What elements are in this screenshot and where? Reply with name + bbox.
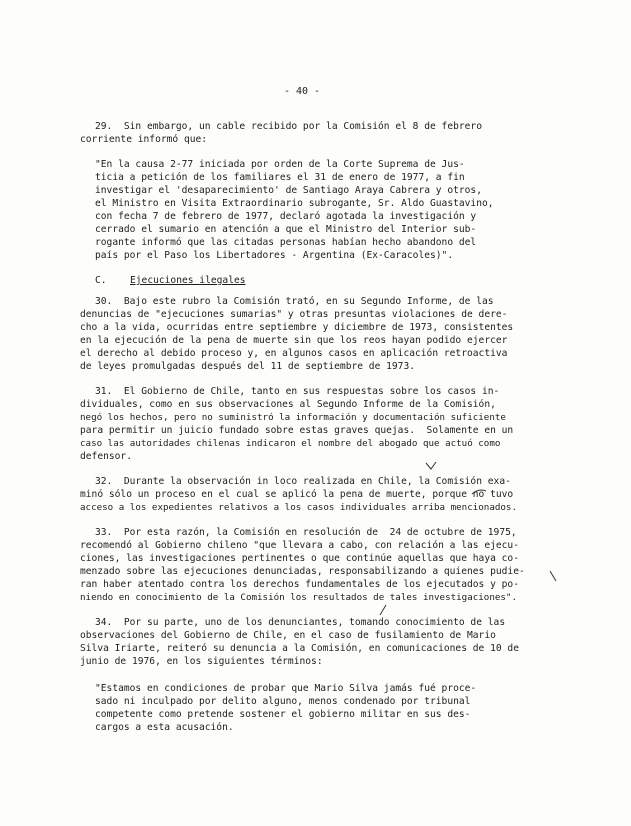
paragraph-line: dividuales, como en sus observaciones al Segundo Informe de la Comisión, — [80, 399, 496, 410]
paragraph-line: 32. Durante la observación in loco realizada en Chile, la Comisión exa- — [95, 476, 511, 487]
quote-line: ticia a petición de los familiares el 31 de enero de 1977, a fin — [95, 172, 465, 183]
paragraph-line: denuncias de "ejecuciones sumarias" y otras presuntas violaciones de dere- — [80, 309, 508, 320]
quote-line: investigar el 'desaparecimiento' de Santiago Araya Cabrera y otros, — [95, 185, 482, 196]
paragraph-line: junio de 1976, en los siguientes términos: — [80, 656, 323, 667]
quote-line: cerrado el sumario en atención a que el Ministro del Interior sub- — [95, 224, 477, 235]
paragraph-line: Silva Iriarte, reiteró su denuncia a la Comisión, en comunicaciones de 10 de — [80, 643, 519, 654]
quote-line: rogante informó que las citadas personas habían hecho abandono del — [95, 237, 477, 248]
section-title: Ejecuciones ilegales — [130, 275, 246, 286]
quote-line: sado ni inculpado por delito alguno, menos condenado por tribunal — [95, 696, 471, 707]
paragraph-line: menzado sobre las ejecuciones denunciadas, responsabilizando a quienes pudie- — [80, 566, 525, 577]
paragraph-line: 34. Por su parte, uno de los denunciantes, tomando conocimiento de las — [95, 617, 506, 628]
paragraph-line: niendo en conocimiento de la Comisión los resultados de tales investigaciones". — [80, 592, 517, 603]
quote-line: con fecha 7 de febrero de 1977, declaró agotada la investigación y — [95, 211, 477, 222]
paragraph-line: corriente informó que: — [80, 134, 208, 145]
paragraph-line: acceso a los expedientes relativos a los casos individuales arriba mencionados. — [80, 502, 517, 513]
quote-line: "Estamos en condiciones de probar que Mario Silva jamás fué proce- — [95, 683, 477, 694]
page-number: - 40 - — [283, 86, 321, 97]
paragraph-line: observaciones del Gobierno de Chile, en el caso de fusilamiento de Mario — [80, 630, 496, 641]
paragraph-line: minó sólo un proceso en el cual se aplicó la pena de muerte, porque no tuvo — [80, 489, 514, 500]
paragraph-line: cho a la vida, ocurridas entre septiembre y diciembre de 1973, consistentes — [80, 322, 514, 333]
paragraph-line: ciones, las investigaciones pertinentes o que continúe aquellas que haya co- — [80, 553, 519, 564]
handwritten-mark — [425, 461, 437, 471]
paragraph-line: para permitir un juicio fundado sobre estas graves quejas. Solamente en un — [80, 425, 514, 436]
quote-line: país por el Paso los Libertadores - Argentina (Ex-Caracoles)". — [95, 250, 454, 261]
paragraph-line: negó los hechos, pero no suministró la información y documentación suficiente — [80, 412, 506, 423]
paragraph-line: 29. Sin embargo, un cable recibido por la Comisión el 8 de febrero — [95, 121, 482, 132]
paragraph-line: en la ejecución de la pena de muerte sin que los reos hayan podido ejercer — [80, 335, 508, 346]
handwritten-mark — [378, 604, 388, 616]
handwritten-mark — [471, 487, 487, 497]
quote-line: competente como pretende sostener el gobierno militar en sus des- — [95, 709, 471, 720]
paragraph-line: ran haber atentado contra los derechos fundamentales de los ejecutados y po- — [80, 579, 519, 590]
paragraph-line: de leyes promulgadas después del 11 de septiembre de 1973. — [80, 361, 416, 372]
paragraph-line: el derecho al debido proceso y, en algunos casos en aplicación retroactiva — [80, 348, 508, 359]
handwritten-mark — [548, 570, 558, 582]
paragraph-line: 30. Bajo este rubro la Comisión trató, en su Segundo Informe, de las — [95, 296, 494, 307]
quote-line: cargos a esta acusación. — [95, 722, 234, 733]
paragraph-line: defensor. — [80, 451, 132, 462]
paragraph-line: 33. Por esta razón, la Comisión en resolución de 24 de octubre de 1975, — [95, 527, 517, 538]
quote-line: el Ministro en Visita Extraordinario subrogante, Sr. Aldo Guastavino, — [95, 198, 494, 209]
section-letter: C. — [95, 275, 107, 286]
paragraph-line: caso las autoridades chilenas indicaron el nombre del abogado que actuó como — [80, 438, 501, 449]
paragraph-line: recomendó al Gobierno chileno "que llevara a cabo, con relación a las ejecu- — [80, 540, 519, 551]
paragraph-line: 31. El Gobierno de Chile, tanto en sus respuestas sobre los casos in- — [95, 386, 500, 397]
quote-line: "En la causa 2-77 iniciada por orden de la Corte Suprema de Jus- — [95, 159, 465, 170]
